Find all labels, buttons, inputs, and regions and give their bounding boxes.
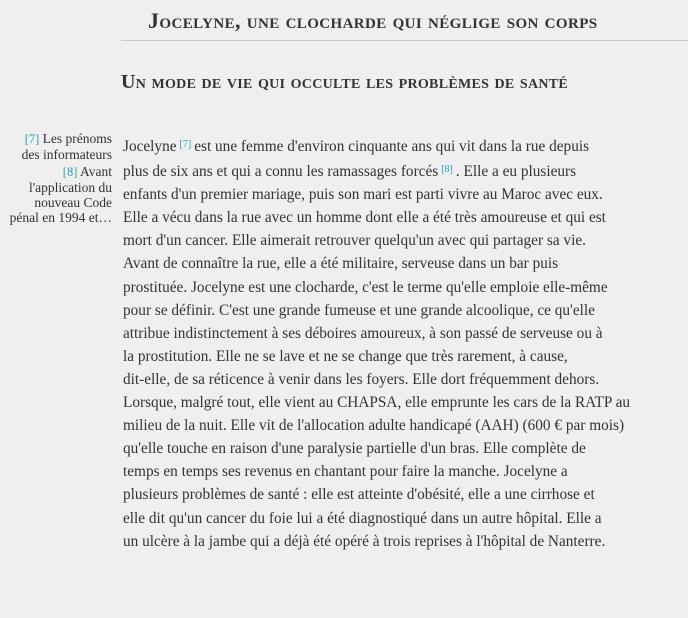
paragraph-line: qu'elle touche en raison d'une paralysie partielle d'un bras. Elle complète de	[123, 440, 586, 458]
paragraph-line	[123, 158, 688, 183]
paragraph-text: plus de six ans et qui a connu les ramassages forcés	[123, 163, 439, 181]
note-7-text-line: des informateurs	[21, 147, 112, 162]
article-title: Jocelyne, une clocharde qui néglige son corps	[148, 8, 598, 33]
paragraph-line: un ulcère à la jambe qui a déjà été opéré à trois reprises à l'hôpital de Nanterre.	[123, 532, 606, 550]
paragraph-line: pour se définir. C'est une grande fumeuse et une grande alcoolique, ce qu'elle	[123, 301, 595, 319]
footnote-ref-7[interactable]: [7]	[179, 139, 192, 150]
note-8-number[interactable]: [8]	[62, 165, 78, 179]
section-title: Un mode de vie qui occulte les problèmes de santé	[121, 71, 569, 93]
paragraph-line: Elle a vécu dans la rue avec un homme dont elle a été très amoureuse et qui est	[123, 209, 606, 227]
paragraph-line	[123, 133, 688, 158]
paragraph-line: plusieurs problèmes de santé : elle est atteinte d'obésité, elle a une cirrhose et	[123, 486, 595, 504]
paragraph-line: attribue indistinctement à ses déboires amoureux, à son passé de serveuse ou à	[123, 324, 603, 342]
paragraph-line: prostituée. Jocelyne est une clocharde, c'est le terme qu'elle emploie elle-même	[123, 278, 608, 296]
note-8-text-line: pénal en 1994 et…	[9, 210, 112, 225]
note-8-text-line: l'application du	[28, 180, 112, 195]
note-8-text-line: Avant	[80, 164, 112, 179]
paragraph-line: enfants d'un premier mariage, puis son mari est parti vivre au Maroc avec eux.	[123, 186, 603, 204]
footnote-ref-8[interactable]: [8]	[441, 164, 453, 176]
article-paragraph	[123, 133, 688, 553]
paragraph-line: Lorsque, malgré tout, elle vient au CHAPSA, elle emprunte les cars de la RATP au	[123, 394, 631, 412]
paragraph-line: elle dit qu'un cancer du foie lui a été diagnostiqué dans un autre hôpital. Elle a	[123, 509, 602, 527]
note-7-text-line: Les prénoms	[42, 131, 112, 146]
paragraph-line: Avant de connaître la rue, elle a été militaire, serveuse dans un bar puis	[123, 255, 559, 273]
paragraph-line: temps en temps ses revenus en chantant pour faire la manche. Jocelyne a	[123, 463, 568, 481]
paragraph-line: mort d'un cancer. Elle aimerait retrouver quelqu'un avec qui partager sa vie.	[123, 232, 586, 250]
margin-notes	[0, 131, 112, 227]
paragraph-text: est une femme d'environ cinquante ans qui vit dans la rue depuis	[194, 138, 590, 155]
note-8	[0, 164, 112, 225]
paragraph-line: dit-elle, de sa réticence à venir dans les foyers. Elle dort fréquemment dehors.	[123, 370, 600, 388]
note-8-text-line: nouveau Code	[34, 195, 112, 210]
paragraph-text: Jocelyne	[123, 138, 177, 155]
paragraph-line: milieu de la nuit. Elle vit de l'allocation adulte handicapé (AAH) (600 € par mois)	[123, 417, 625, 435]
paragraph-line: la prostitution. Elle ne se lave et ne se change que très rarement, à cause,	[123, 347, 568, 365]
note-7	[0, 131, 112, 162]
note-7-number[interactable]: [7]	[24, 132, 40, 146]
paragraph-text: . Elle a eu plusieurs	[455, 163, 577, 181]
title-divider	[121, 40, 688, 41]
